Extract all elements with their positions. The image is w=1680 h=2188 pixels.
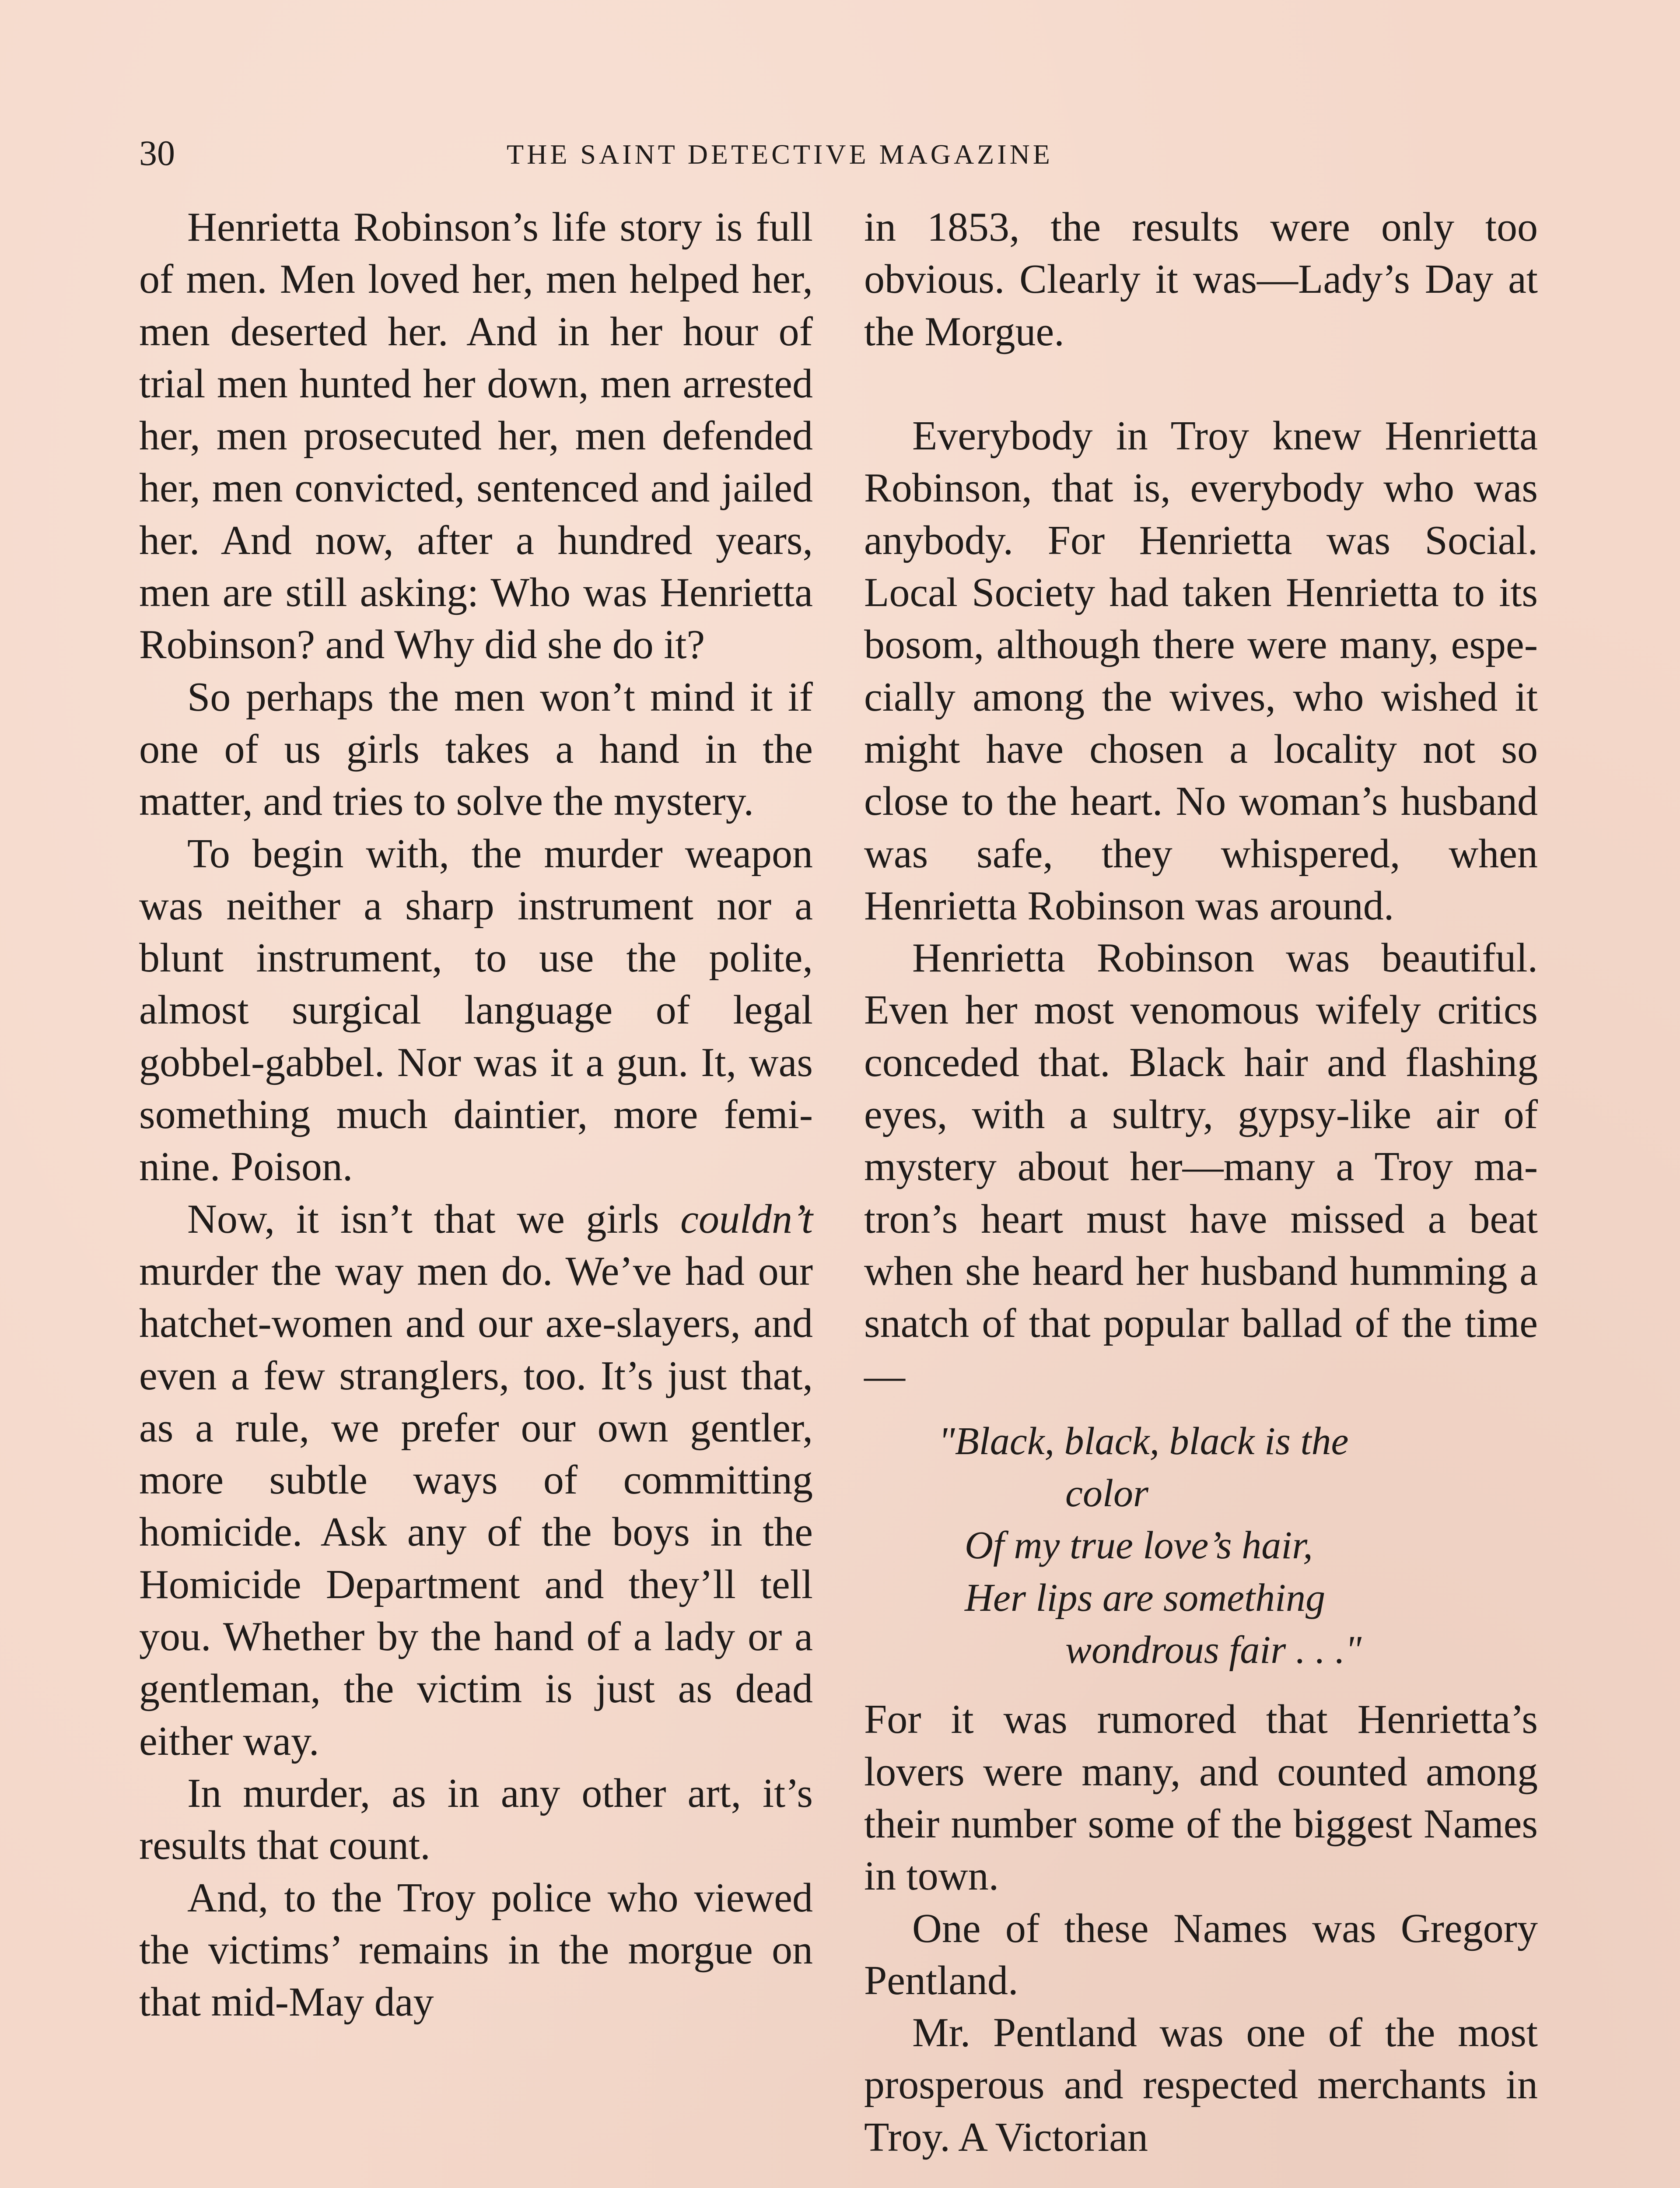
paragraph-continued: in 1853, the results were only too obvious. Clearly it was—Lady’s Day at the Morgue. [864,204,1538,354]
ballad-line: Her lips are something [965,1576,1326,1620]
right-column [864,201,1538,2163]
ballad-line: wondrous fair . . ." [1065,1628,1362,1672]
paragraph-couldnt: Now, it isn’t that we girls couldn’t murder the way men do. We’ve had our hatchet-women and our axe-slayers, and even a few stranglers, too. It’s just that, as a rule, we prefer our own gentler, more subtle ways of committing homicide. Ask any of the boys in the Homicide Department and they’ll tell you. Whether by the hand of a lady or a gentleman, the victim is just as dead either way. [139,1196,813,1764]
paragraph: Mr. Pentland was one of the most prosperous and respected merchants in Troy. A Victorian [864,2010,1538,2160]
paragraph: For it was rumored that Henrietta’s lovers were many, and counted among their number some of the biggest Names in town. [864,1697,1538,1899]
paragraph: To begin with, the murder weapon was neither a sharp instrument nor a blunt instrument, to use the polite, almost surgical language of legal gobbel-gabbel. Nor was it a gun. It, was something much daintier, more feminine. Poison. [139,831,813,1190]
left-column [139,201,813,2028]
paragraph: And, to the Troy police who viewed the victims’ remains in the morgue on that mid-May day [139,1875,813,2025]
paragraph: In murder, as in any other art, it’s results that count. [139,1770,813,1869]
paragraph: One of these Names was Gregory Pentland. [864,1905,1538,2003]
ballad-line: Of my true love’s hair, [965,1524,1313,1567]
emphasized-word: couldn’t [680,1196,813,1242]
ballad-quote [864,1402,1538,1694]
ballad-line: color [1065,1472,1148,1515]
paragraph: Everybody in Troy knew Henrietta Robinson, that is, everybody who was anybody. For Henrietta was Social. Local Society had taken Henrietta to its bosom, although there were many, especially among the wives, who wished it might have chosen a locality not so close to the heart. No woman’s husband was safe, they whispered, when Henrietta Robinson was around. [864,413,1538,929]
paragraph: Henrietta Robinson was beautiful. Even her most venomous wifely critics conceded that. Black hair and flashing eyes, with a sultry, gypsy-like air of mystery about her—many a Troy matron’s heart must have missed a beat when she heard her husband humming a snatch of that popular ballad of the time— [864,935,1538,1399]
page-number: 30 [139,133,175,173]
magazine-title: THE SAINT DETECTIVE MAGAZINE [507,139,1053,170]
paragraph: Henrietta Robinson’s life story is full of men. Men loved her, men helped her, men deserted her. And in her hour of trial men hunted her down, men arrested her, men prosecuted her, men defended her, men convicted, sentenced and jailed her. And now, after a hundred years, men are still asking: Who was Henrietta Robinson? and Why did she do it? [139,204,813,668]
running-head [139,131,1539,179]
section-gap [864,358,1538,410]
ballad-line: "Black, black, black is the [938,1419,1349,1463]
paragraph: So perhaps the men won’t mind it if one of us girls takes a hand in the matter, and tries to solve the mystery. [139,674,813,824]
